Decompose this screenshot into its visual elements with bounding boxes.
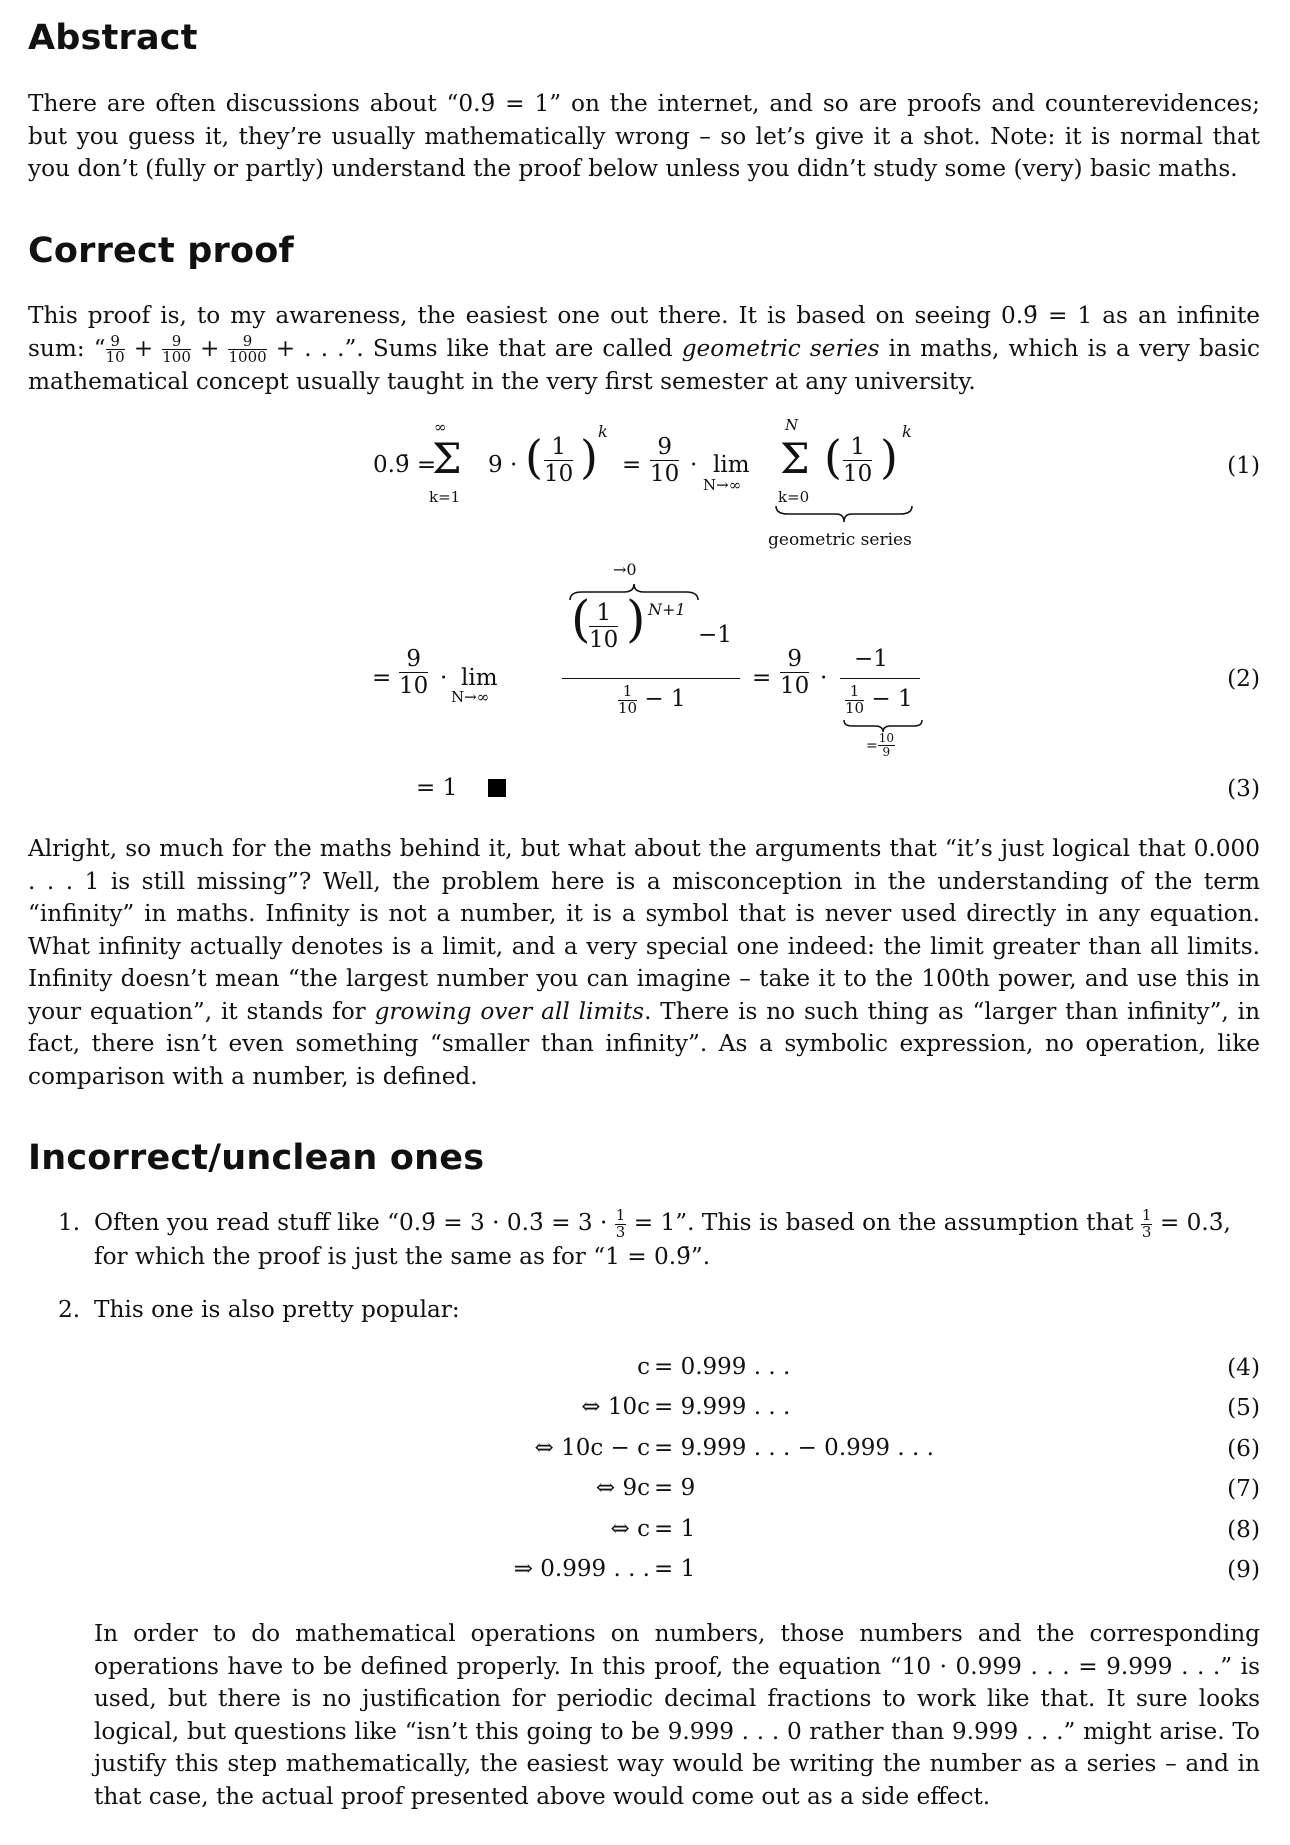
fraction-9-10: $\frac{9}{10}$ bbox=[105, 331, 125, 367]
paren-left: ( bbox=[525, 430, 543, 484]
sigma-symbol: Σ bbox=[432, 434, 462, 483]
underbrace bbox=[774, 504, 914, 524]
intro-text-a: This proof is, to my awareness, the easiest one out there. It is based on seeing 0.9̄ = 1 as an infinite sum: “ bbox=[28, 302, 1260, 362]
exponent-N1: N+1 bbox=[648, 600, 686, 619]
paren-right: ) bbox=[580, 430, 598, 484]
eq2-equals: = bbox=[372, 665, 392, 691]
eq1-equals: = bbox=[622, 452, 642, 478]
fraction-1-10-c: $\frac{1}{10}$ bbox=[589, 600, 619, 654]
eq1-dot: · bbox=[690, 452, 698, 478]
equation-number-8: (8) bbox=[1227, 1516, 1260, 1543]
sys-rhs-5: = 9.999 . . . bbox=[654, 1394, 791, 1420]
equation-number-1: (1) bbox=[1227, 452, 1260, 479]
exponent-k-2: k bbox=[902, 422, 912, 441]
denominator-b: $\frac{1}{10}$ − 1 bbox=[845, 682, 913, 717]
fraction-9-10-eq2b: $\frac{9}{10}$ bbox=[780, 646, 810, 700]
exponent-k: k bbox=[598, 422, 608, 441]
sum-lower-limit: k=1 bbox=[429, 488, 461, 506]
fraction-1-10: $\frac{1}{10}$ bbox=[544, 434, 574, 488]
sys-lhs-8: ⇔ c bbox=[610, 1516, 650, 1542]
abstract-text: There are often discussions about “0.9̄ = 1” on the internet, and so are proofs and counterevidences; but you guess it, they’re usually mathematically wrong – so let’s give it a shot. Note: it is normal that you don’t (fully or partly) understand the proof below unless you didn’t study some (very) basic maths. bbox=[28, 90, 1260, 182]
sys-lhs-7: ⇔ 9c bbox=[595, 1475, 650, 1501]
sys-lhs-5: ⇔ 10c bbox=[581, 1394, 650, 1420]
sum-upper-N: N bbox=[785, 416, 799, 434]
equation-3 bbox=[28, 775, 1260, 809]
after-text-a: Alright, so much for the maths behind it, but what about the arguments that “it’s just logical that 0.000 . . . 1 is still missing”? Well, the problem here is a misconception in the understanding of the term “infinity” in maths. Infinity is not a number, it is a symbol that is never used directly in any equation. What infinity actually denotes is a limit, and a very special one indeed: the limit greater than all limits. Infinity doesn’t mean “the largest number you can imagine – take it to the 100th power, and use this in your equation”, it stands for bbox=[28, 835, 1260, 1025]
sys-lhs-9: ⇒ 0.999 . . . bbox=[513, 1556, 650, 1582]
eq3-result: = 1 bbox=[416, 775, 458, 801]
equation-1 bbox=[28, 416, 1260, 560]
item-1-text: Often you read stuff like “0.9̄ = 3 · 0.3̄ = 3 · $\frac{1}{3}$ = 1”. This is based on the assumption that $\frac{1}{3}$ = 0.3̄, for which the proof is just the same as for “1 = 0.9̄”. bbox=[94, 1206, 1231, 1270]
correct-proof-heading: Correct proof bbox=[28, 231, 294, 271]
item-number-2: 2. bbox=[58, 1296, 81, 1323]
eq2-equals-b: = bbox=[752, 665, 772, 691]
fraction-9-100: $\frac{9}{100}$ bbox=[162, 331, 191, 367]
intro-text-b: ”. Sums like that are called bbox=[344, 334, 682, 362]
after-text-b: . There is no such thing as “larger than infinity”, in fact, there isn’t even something “smaller than infinity”. As a symbolic expression, no operation, like comparison with a number, is defined. bbox=[28, 997, 1261, 1090]
main-fraction-bar bbox=[562, 678, 740, 679]
sys-rhs-6: = 9.999 . . . − 0.999 . . . bbox=[654, 1435, 934, 1461]
overbrace-label: →0 bbox=[613, 560, 637, 579]
equation-number-6: (6) bbox=[1227, 1435, 1260, 1462]
eq1-lhs: 0.9̄ = bbox=[373, 452, 437, 478]
correct-proof-intro: This proof is, to my awareness, the easiest one out there. It is based on seeing 0.9̄ = 1 as an infinite sum: “ $\frac{9}{10}$ + $\frac{9}{100}$ + $\frac{9}{1000}$ + . . .”. Sums like that are called geometric series in maths, which is a very basic mathematical concept usually taught in the very first semester at any university. bbox=[28, 302, 1260, 395]
incorrect-heading: Incorrect/unclean ones bbox=[28, 1138, 485, 1178]
sigma-symbol-2: Σ bbox=[780, 434, 810, 483]
sys-lhs-6: ⇔ 10c − c bbox=[534, 1435, 650, 1461]
fraction-9-1000: $\frac{9}{1000}$ bbox=[228, 331, 267, 367]
fraction-9-10-eq2: $\frac{9}{10}$ bbox=[399, 646, 429, 700]
paren-right-3: ) bbox=[626, 590, 646, 648]
equation-number-4: (4) bbox=[1227, 1354, 1260, 1381]
abstract-heading: Abstract bbox=[28, 18, 198, 58]
numerator-minus-one-b: −1 bbox=[854, 646, 888, 672]
paren-right-2: ) bbox=[880, 430, 898, 484]
intro-emphasis: geometric series bbox=[681, 334, 880, 362]
sys-rhs-8: = 1 bbox=[654, 1516, 696, 1542]
equation-number-3: (3) bbox=[1227, 775, 1260, 802]
sys-rhs-4: = 0.999 . . . bbox=[654, 1354, 791, 1380]
equation-number-2: (2) bbox=[1227, 665, 1260, 692]
limit: lim bbox=[713, 452, 750, 478]
equation-2 bbox=[28, 560, 1260, 760]
equation-number-9: (9) bbox=[1227, 1556, 1260, 1583]
denominator: $\frac{1}{10}$ − 1 bbox=[618, 682, 686, 717]
paren-left-2: ( bbox=[824, 430, 842, 484]
item-number-1: 1. bbox=[58, 1209, 81, 1236]
limit-sub: N→∞ bbox=[703, 476, 742, 494]
limit-sub-2: N→∞ bbox=[451, 688, 490, 706]
sum-upper-limit: ∞ bbox=[434, 418, 447, 436]
qed-square-icon bbox=[488, 779, 506, 797]
limit-2: lim bbox=[461, 665, 498, 691]
sys-rhs-9: = 1 bbox=[654, 1556, 696, 1582]
fraction-1-10-b: $\frac{1}{10}$ bbox=[843, 434, 873, 488]
after-emphasis: growing over all limits bbox=[374, 997, 645, 1025]
equation-system bbox=[28, 1354, 1260, 1604]
sys-lhs-4: c bbox=[637, 1354, 650, 1380]
fraction-9-10-eq1: $\frac{9}{10}$ bbox=[650, 434, 680, 488]
numerator-minus-one: −1 bbox=[698, 622, 732, 648]
ten-ninths-label: = $\frac{10}{9}$ bbox=[866, 731, 895, 759]
intro-text-c: in maths, which is a very basic mathematical concept usually taught in the very first semester at any university. bbox=[28, 334, 1260, 395]
eq2-dot: · bbox=[440, 665, 448, 691]
geometric-series-label: geometric series bbox=[768, 530, 912, 550]
closing-paragraph: In order to do mathematical operations on numbers, those numbers and the corresponding operations have to be defined properly. In this proof, the equation “10 · 0.999 . . . = 9.999 . . .” is used, but there is no justification for periodic decimal fractions to work like that. It sure looks logical, but questions like “isn’t this going to be 9.999 . . . 0 rather than 9.999 . . .” might arise. To justify this step mathematically, the easiest way would be writing the number as a series – and in that case, the actual proof presented above would come out as a side effect. bbox=[94, 1620, 1260, 1810]
item-2-text: This one is also pretty popular: bbox=[94, 1296, 460, 1323]
equation-number-7: (7) bbox=[1227, 1475, 1260, 1502]
sum-lower-k0: k=0 bbox=[778, 488, 810, 506]
eq2-dot-b: · bbox=[820, 665, 828, 691]
infinity-discussion bbox=[28, 833, 1260, 1093]
equation-number-5: (5) bbox=[1227, 1394, 1260, 1421]
paren-left-3: ( bbox=[571, 590, 591, 648]
sys-rhs-7: = 9 bbox=[654, 1475, 696, 1501]
fraction-bar-b bbox=[840, 678, 920, 679]
eq1-coef: 9 · bbox=[488, 452, 518, 478]
